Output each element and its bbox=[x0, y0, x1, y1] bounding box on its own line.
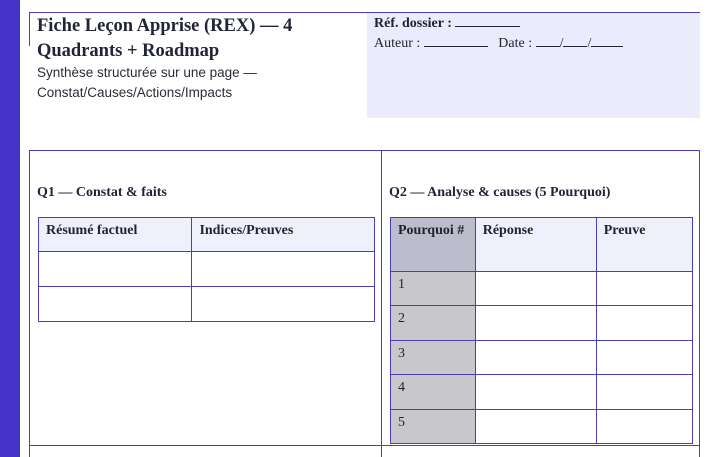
table-row bbox=[39, 252, 375, 287]
q2-row-number: 4 bbox=[391, 375, 476, 410]
date-separator-1: / bbox=[559, 36, 564, 51]
q2-col-preuve: Preuve bbox=[596, 218, 692, 272]
quadrant-divider-horizontal bbox=[29, 445, 700, 446]
q2-cell-reponse[interactable] bbox=[475, 375, 596, 410]
q2-cell-reponse[interactable] bbox=[475, 341, 596, 375]
date-separator-2: / bbox=[587, 36, 592, 51]
date-month-field[interactable] bbox=[563, 34, 587, 47]
date-label: Date : bbox=[498, 36, 533, 51]
q1-cell[interactable] bbox=[39, 252, 192, 287]
q2-table bbox=[390, 217, 693, 444]
date-year-field[interactable] bbox=[591, 34, 623, 47]
q2-cell-preuve[interactable] bbox=[596, 375, 692, 410]
table-row bbox=[391, 272, 693, 306]
table-row bbox=[391, 375, 693, 410]
table-row bbox=[391, 341, 693, 375]
q2-cell-reponse[interactable] bbox=[475, 272, 596, 306]
q2-row-number: 5 bbox=[391, 410, 476, 444]
q2-header-row bbox=[391, 218, 693, 272]
q2-row-number: 2 bbox=[391, 306, 476, 341]
q2-cell-preuve[interactable] bbox=[596, 410, 692, 444]
table-row bbox=[39, 287, 375, 322]
q2-cell-preuve[interactable] bbox=[596, 341, 692, 375]
q2-cell-reponse[interactable] bbox=[475, 306, 596, 341]
page-subtitle: Synthèse structurée sur une page — Constat/Causes/Actions/Impacts bbox=[37, 65, 257, 100]
q2-heading: Q2 — Analyse & causes (5 Pourquoi) bbox=[389, 185, 611, 200]
author-date-line bbox=[374, 34, 623, 52]
q1-heading: Q1 — Constat & faits bbox=[37, 185, 167, 200]
q2-row-number: 3 bbox=[391, 341, 476, 375]
q2-col-pourquoi: Pourquoi # bbox=[391, 218, 476, 272]
q2-cell-preuve[interactable] bbox=[596, 306, 692, 341]
table-row bbox=[391, 410, 693, 444]
dossier-line bbox=[374, 14, 520, 32]
author-label: Auteur : bbox=[374, 36, 421, 51]
date-day-field[interactable] bbox=[536, 34, 560, 47]
q1-cell[interactable] bbox=[192, 287, 375, 322]
dossier-field[interactable] bbox=[455, 14, 520, 27]
quadrant-divider-vertical bbox=[381, 150, 382, 457]
q2-cell-preuve[interactable] bbox=[596, 272, 692, 306]
page-title: Fiche Leçon Apprise (REX) — 4 Quadrants + Roadmap bbox=[37, 16, 293, 61]
q2-row-number: 1 bbox=[391, 272, 476, 306]
q1-col-indices: Indices/Preuves bbox=[192, 218, 375, 252]
left-accent-bar bbox=[0, 0, 20, 457]
q2-col-reponse: Réponse bbox=[475, 218, 596, 272]
q1-header-row bbox=[39, 218, 375, 252]
q1-table bbox=[38, 217, 375, 322]
author-field[interactable] bbox=[424, 34, 488, 47]
q1-col-resume: Résumé factuel bbox=[39, 218, 192, 252]
q1-cell[interactable] bbox=[39, 287, 192, 322]
q1-cell[interactable] bbox=[192, 252, 375, 287]
table-row bbox=[391, 306, 693, 341]
dossier-label: Réf. dossier : bbox=[374, 16, 452, 31]
q2-cell-reponse[interactable] bbox=[475, 410, 596, 444]
